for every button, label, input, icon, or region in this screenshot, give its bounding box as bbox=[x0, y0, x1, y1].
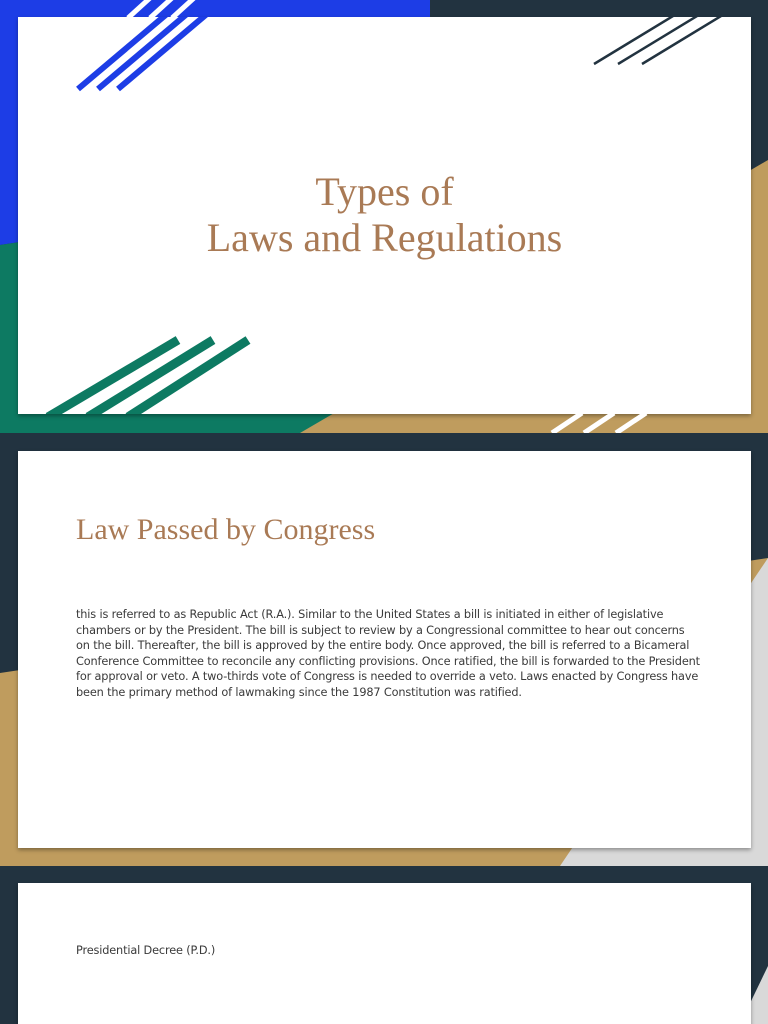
slide-3 bbox=[0, 866, 768, 1024]
slide-2-heading: Law Passed by Congress bbox=[76, 513, 376, 546]
slide-2 bbox=[0, 433, 768, 866]
navy-stripes bbox=[594, 17, 726, 64]
slide-1-card bbox=[18, 17, 751, 414]
title-line-1: Types of bbox=[315, 169, 454, 214]
title-line-2: Laws and Regulations bbox=[206, 215, 563, 260]
slide-1 bbox=[0, 0, 768, 433]
slide-3-card bbox=[18, 883, 751, 1024]
slide-2-body: this is referred to as Republic Act (R.A.). Similar to the United States a bill is initiated in either of legislative chambers or by the President. The bill is subject to review by a Congressional committee to hear out concerns on the bill. Thereafter, the bill is approved by the entire body. Once approved, the bill is referred to a Bicameral Conference Committee to reconcile any conflicting provisions. Once ratified, the bill is forwarded to the President for approval or veto. A two-thirds vote of Congress is needed to override a veto. Laws enacted by Congress have been the primary method of lawmaking since the 1987 Constitution was ratified. bbox=[76, 608, 700, 699]
slide-3-body: Presidential Decree (P.D.) bbox=[76, 944, 216, 957]
slide-1-title bbox=[18, 169, 751, 261]
teal-stripes bbox=[48, 340, 248, 414]
slide-2-card bbox=[18, 451, 751, 848]
blue-stripes bbox=[78, 17, 208, 89]
